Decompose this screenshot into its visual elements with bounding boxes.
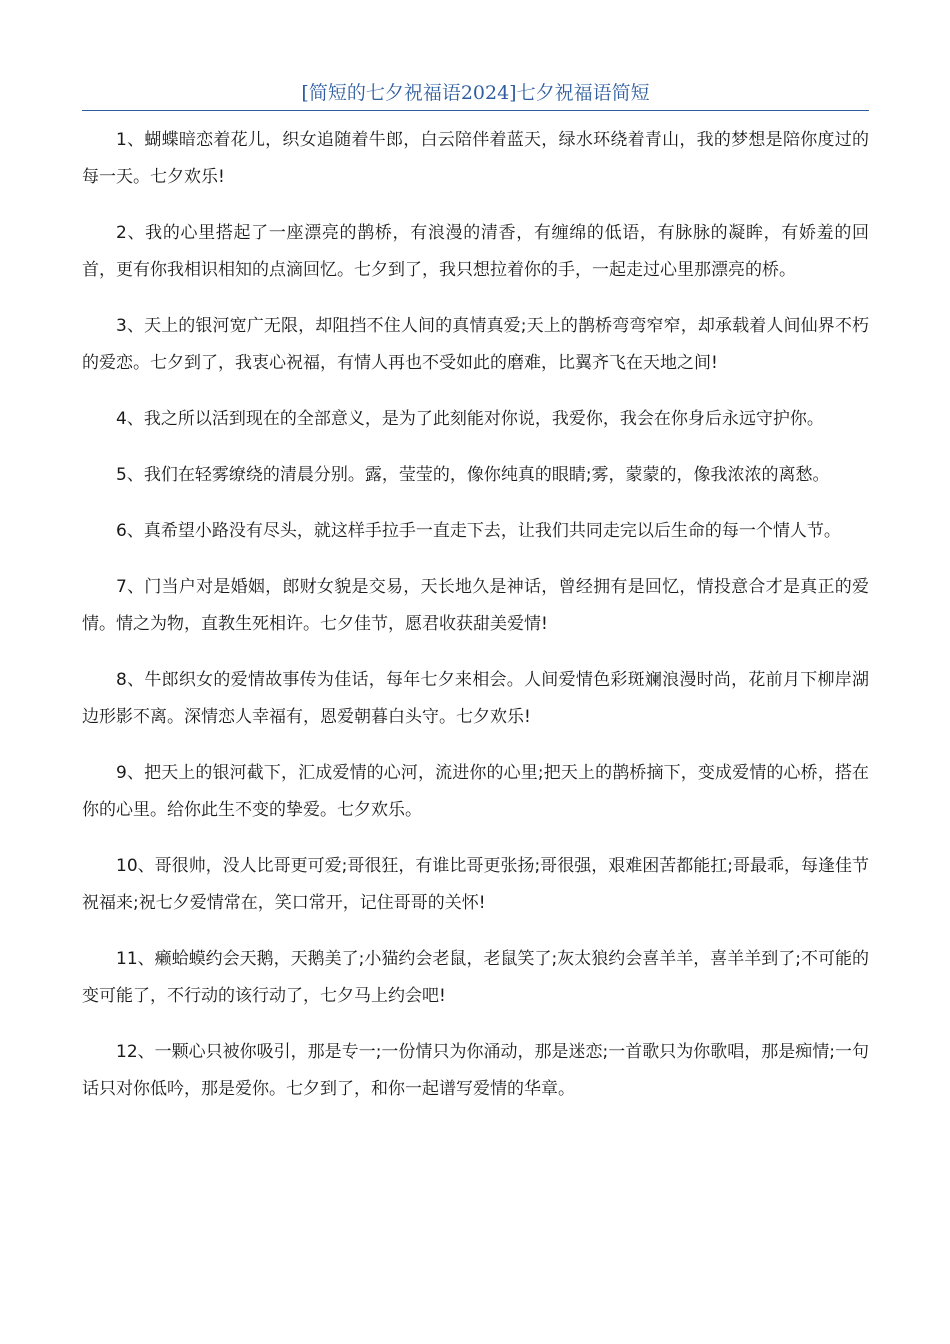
document-body [82,122,869,1127]
paragraph: 9、把天上的银河截下，汇成爱情的心河，流进你的心里;把天上的鹊桥摘下，变成爱情的心桥，搭在你的心里。给你此生不变的挚爱。七夕欢乐。 [82,763,869,820]
page-header [82,78,869,111]
paragraph: 5、我们在轻雾缭绕的清晨分别。露，莹莹的，像你纯真的眼睛;雾，蒙蒙的，像我浓浓的离愁。 [116,465,830,485]
paragraph: 7、门当户对是婚姻，郎财女貌是交易，天长地久是神话，曾经拥有是回忆，情投意合才是真正的爱情。情之为物，直教生死相许。七夕佳节，愿君收获甜美爱情! [82,577,869,634]
paragraph: 11、癞蛤蟆约会天鹅，天鹅美了;小猫约会老鼠，老鼠笑了;灰太狼约会喜羊羊，喜羊羊到了;不可能的变可能了，不行动的该行动了，七夕马上约会吧! [82,949,869,1006]
page-title: [简短的七夕祝福语2024]七夕祝福语简短 [301,82,650,104]
paragraph: 10、哥很帅，没人比哥更可爱;哥很狂，有谁比哥更张扬;哥很强，艰难困苦都能扛;哥最乖，每逢佳节祝福来;祝七夕爱情常在，笑口常开，记住哥哥的关怀! [82,856,869,913]
paragraph: 2、我的心里搭起了一座漂亮的鹊桥，有浪漫的清香，有缠绵的低语，有脉脉的凝眸，有娇羞的回首，更有你我相识相知的点滴回忆。七夕到了，我只想拉着你的手，一起走过心里那漂亮的桥。 [82,223,869,280]
paragraph: 8、牛郎织女的爱情故事传为佳话，每年七夕来相会。人间爱情色彩斑斓浪漫时尚，花前月下柳岸湖边形影不离。深情恋人幸福有，恩爱朝暮白头守。七夕欢乐! [82,670,869,727]
paragraph: 6、真希望小路没有尽头，就这样手拉手一直走下去，让我们共同走完以后生命的每一个情人节。 [116,521,841,541]
paragraph: 12、一颗心只被你吸引，那是专一;一份情只为你涌动，那是迷恋;一首歌只为你歌唱，那是痴情;一句话只对你低吟，那是爱你。七夕到了，和你一起谱写爱情的华章。 [82,1042,870,1099]
paragraph: 1、蝴蝶暗恋着花儿，织女追随着牛郎，白云陪伴着蓝天，绿水环绕着青山，我的梦想是陪你度过的每一天。七夕欢乐! [82,130,869,187]
paragraph: 3、天上的银河宽广无限，却阻挡不住人间的真情真爱;天上的鹊桥弯弯窄窄，却承载着人间仙界不朽的爱恋。七夕到了，我衷心祝福，有情人再也不受如此的磨难，比翼齐飞在天地之间! [82,316,869,373]
paragraph: 4、我之所以活到现在的全部意义，是为了此刻能对你说，我爱你，我会在你身后永远守护你。 [116,409,824,429]
